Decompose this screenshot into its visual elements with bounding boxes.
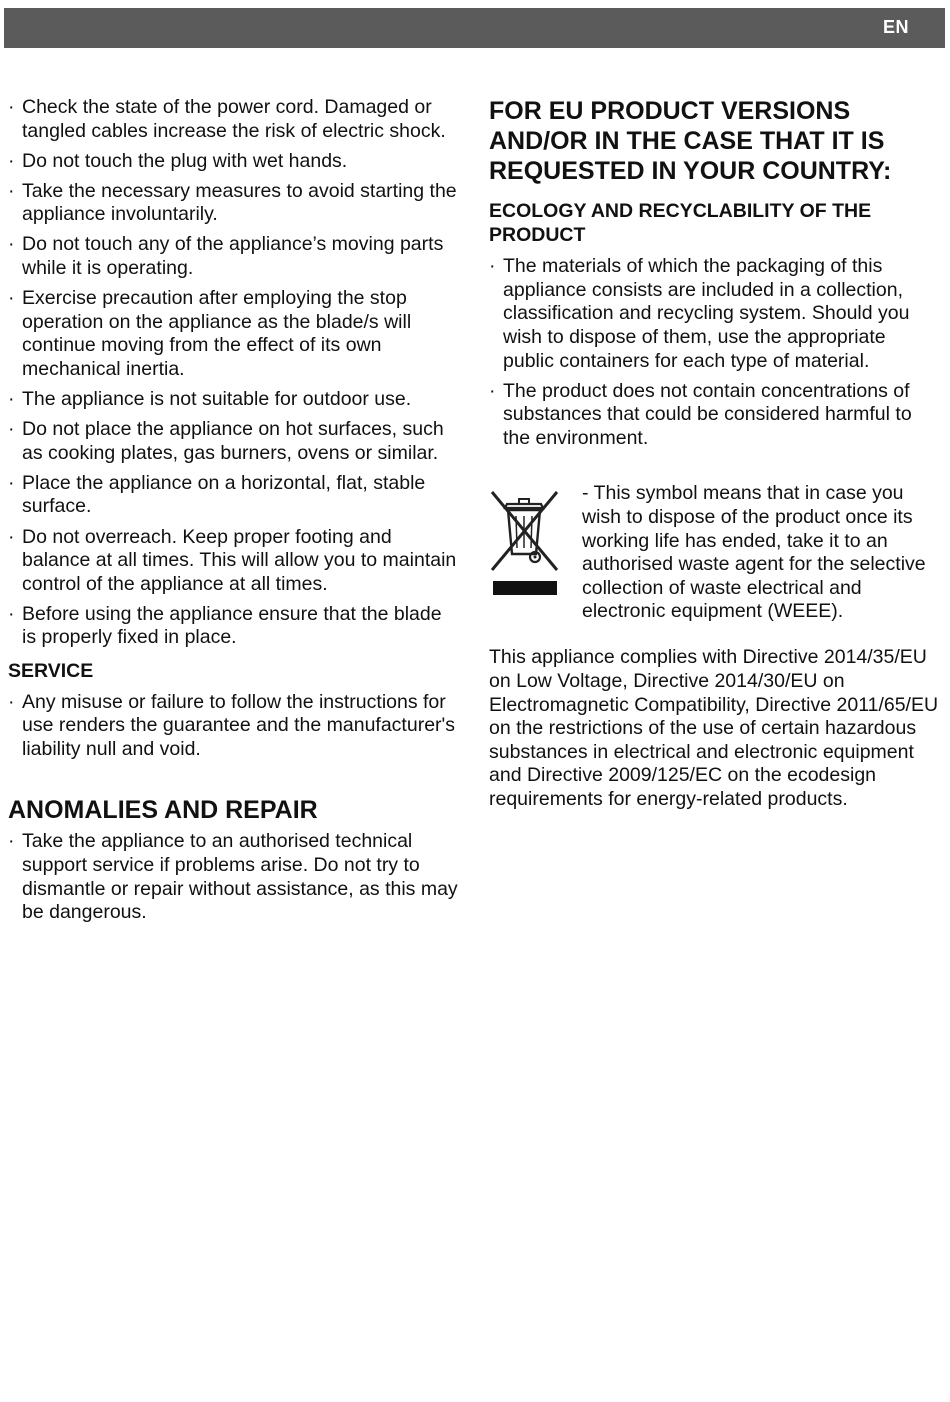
weee-text: - This symbol means that in case you wish to dispose of the product once its working life has ended, take it to an authorised waste agent for the selective collection of waste electrical and electronic equipment (WEEE). <box>582 482 926 623</box>
left-column <box>8 96 460 931</box>
eu-versions-heading: FOR EU PRODUCT VERSIONS AND/OR IN THE CASE THAT IT IS REQUESTED IN YOUR COUNTRY: <box>489 97 892 185</box>
crossed-out-wheelie-bin-icon <box>489 486 561 598</box>
list-item: · Check the state of the power cord. Damaged or tangled cables increase the risk of electric shock. <box>8 96 460 143</box>
safety-list <box>8 96 460 650</box>
weee-notice <box>489 482 939 622</box>
list-item: · Take the necessary measures to avoid starting the appliance involuntarily. <box>8 180 460 227</box>
list-item: · The appliance is not suitable for outdoor use. <box>8 388 460 412</box>
list-item: · Do not place the appliance on hot surfaces, such as cooking plates, gas burners, ovens or similar. <box>8 418 460 465</box>
right-column <box>489 96 939 812</box>
service-heading: SERVICE <box>8 659 94 682</box>
header-bar <box>4 8 945 48</box>
list-item: · Before using the appliance ensure that the blade is properly fixed in place. <box>8 603 460 650</box>
list-item: · Do not overreach. Keep proper footing and balance at all times. This will allow you to maintain control of the appliance at all times. <box>8 526 460 597</box>
anomalies-heading: ANOMALIES AND REPAIR <box>8 796 318 825</box>
list-item: · Do not touch any of the appliance’s moving parts while it is operating. <box>8 233 460 280</box>
ecology-heading: ECOLOGY AND RECYCLABILITY OF THE PRODUCT <box>489 200 872 246</box>
list-item: · The materials of which the packaging of this appliance consists are included in a collection, classification and recycling system. Should you wish to dispose of them, use the appropriate public containers for each type of material. <box>489 255 939 373</box>
anomalies-list <box>8 830 460 924</box>
list-item: · Any misuse or failure to follow the instructions for use renders the guarantee and the manufacturer's liability null and void. <box>8 691 460 762</box>
list-item: · Do not touch the plug with wet hands. <box>8 150 460 174</box>
list-item: · Exercise precaution after employing the stop operation on the appliance as the blade/s will continue moving from the effect of its own mechanical inertia. <box>8 287 460 381</box>
list-item: · The product does not contain concentrations of substances that could be considered harmful to the environment. <box>489 380 939 451</box>
language-tag: EN <box>882 17 909 37</box>
list-item: · Take the appliance to an authorised technical support service if problems arise. Do not try to dismantle or repair without assistance, as this may be dangerous. <box>8 830 460 924</box>
list-item: · Place the appliance on a horizontal, flat, stable surface. <box>8 472 460 519</box>
ecology-list <box>489 255 939 450</box>
directive-compliance-text: This appliance complies with Directive 2014/35/EU on Low Voltage, Directive 2014/30/EU on Electromagnetic Compatibility, Directive 2011/65/EU on the restrictions of the use of certain hazardous substances in electrical and electronic equipment and Directive 2009/125/EC on the ecodesign requirements for energy-related products. <box>489 646 939 810</box>
service-list <box>8 691 460 762</box>
